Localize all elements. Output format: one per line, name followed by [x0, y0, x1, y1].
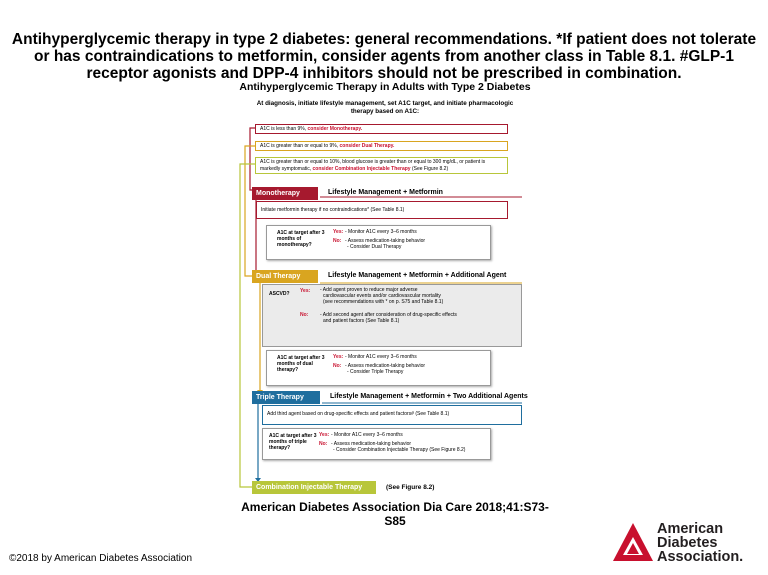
- monotherapy-yes-label: Yes:: [333, 229, 344, 235]
- monotherapy-action-box: [256, 201, 508, 219]
- dual-ascvd-box: [262, 284, 522, 347]
- entry-box-dual: [255, 141, 508, 151]
- monotherapy-no-text2: - Consider Dual Therapy: [347, 244, 402, 250]
- triple-no-text1: - Assess medication-taking behavior: [331, 441, 412, 447]
- entry-text: A1C is greater than or equal to 10%, blood glucose is greater than or equal to 300 mg/dL, or patient is markedly symptomatic,: [260, 159, 486, 172]
- dual-therapy-band: Dual Therapy: [252, 270, 318, 283]
- dual-question: A1C at target after 3 months of dual therapy?: [277, 355, 325, 373]
- dual-ascvd-yes2: cardiovascular events and/or cardiovascular mortality: [323, 293, 441, 299]
- entry-text: A1C is greater than or equal to 9%,: [260, 143, 340, 149]
- dual-ascvd-yes3: (see recommendations with * on p. S75 and Table 8.1): [323, 299, 444, 305]
- monotherapy-question: A1C at target after 3 months of monotherapy?: [277, 230, 325, 248]
- triple-therapy-label: Lifestyle Management + Metformin + Two Additional Agents: [330, 393, 528, 400]
- entry-highlight: consider Dual Therapy.: [339, 143, 395, 149]
- entry-suffix: (See Figure 8.2): [410, 165, 449, 172]
- slide-title: Antihyperglycemic therapy in type 2 diabetes: general recommendations. *If patient does not tolerate or has contraindications to metformin, consider agents from another class in Table 8.1. #GLP-1 receptor agonists and DPP-4 inhibitors should not be prescribed in combination.: [11, 31, 757, 82]
- combination-injectable-label: (See Figure 8.2): [386, 484, 435, 491]
- triple-action: Add third agent based on drug-specific effects and patient factors# (See Table 8.1): [267, 411, 450, 417]
- dual-ascvd-no2: and patient factors (See Table 8.1): [323, 318, 400, 324]
- ada-logo: [612, 519, 762, 567]
- monotherapy-no-text1: - Assess medication-taking behavior: [345, 238, 426, 244]
- dual-therapy-label: Lifestyle Management + Metformin + Additional Agent: [328, 272, 507, 279]
- copyright: ©2018 by American Diabetes Association: [9, 553, 193, 564]
- monotherapy-no-label: No:: [333, 238, 342, 244]
- entry-text: A1C is less than 9%,: [260, 126, 308, 132]
- entry-highlight: consider Combination Injectable Therapy: [312, 165, 411, 172]
- dual-ascvd-yes1: - Add agent proven to reduce major adverse: [320, 287, 418, 293]
- dual-yes-label: Yes:: [333, 354, 344, 360]
- monotherapy-band: Monotherapy: [252, 187, 318, 200]
- monotherapy-yes-text: - Monitor A1C every 3–6 months: [345, 229, 417, 235]
- citation: American Diabetes Association Dia Care 2018;41:S73-S85: [241, 500, 549, 528]
- triple-question: A1C at target after 3 months of triple therapy?: [269, 433, 317, 451]
- monotherapy-check-box: [266, 225, 491, 260]
- dual-no-text1: - Assess medication-taking behavior: [345, 363, 426, 369]
- dual-no-text2: - Consider Triple Therapy: [347, 369, 404, 375]
- intro-text: At diagnosis, initiate lifestyle management, set A1C target, and initiate pharmacologic therapy based on A1C:: [256, 100, 514, 115]
- connector-combo: [240, 164, 255, 487]
- triple-yes-text: - Monitor A1C every 3–6 months: [331, 432, 403, 438]
- triple-check-box: [262, 428, 491, 460]
- dual-ascvd-yes-label: Yes:: [300, 288, 311, 294]
- dual-ascvd-no1: - Add second agent after consideration of drug-specific effects: [320, 312, 457, 318]
- flowchart-title: Antihyperglycemic Therapy in Adults with Type 2 Diabetes: [239, 81, 531, 93]
- logo-line3: Association.: [657, 549, 744, 565]
- entry-box-combination: [255, 157, 508, 174]
- triple-yes-label: Yes:: [319, 432, 330, 438]
- triple-no-label: No:: [319, 441, 328, 447]
- dual-ascvd-no-label: No:: [300, 312, 309, 318]
- entry-highlight: consider Monotherapy.: [307, 126, 363, 132]
- dual-ascvd-label: ASCVD?: [269, 291, 290, 297]
- triple-therapy-band: Triple Therapy: [252, 391, 320, 404]
- dual-check-box: [266, 350, 491, 386]
- combination-injectable-band: Combination Injectable Therapy: [252, 481, 376, 494]
- monotherapy-label: Lifestyle Management + Metformin: [328, 189, 443, 196]
- dual-yes-text: - Monitor A1C every 3–6 months: [345, 354, 417, 360]
- monotherapy-action: Initiate metformin therapy if no contraindications* (See Table 8.1): [261, 207, 405, 213]
- dual-no-label: No:: [333, 363, 342, 369]
- triple-no-text2: - Consider Combination Injectable Therapy (See Figure 8.2): [333, 447, 466, 453]
- ada-triangle-icon: [612, 521, 654, 563]
- entry-box-monotherapy: [255, 124, 508, 134]
- logo-line1: American: [657, 521, 724, 537]
- triple-action-box: [262, 405, 522, 425]
- logo-line2: Diabetes: [657, 535, 718, 551]
